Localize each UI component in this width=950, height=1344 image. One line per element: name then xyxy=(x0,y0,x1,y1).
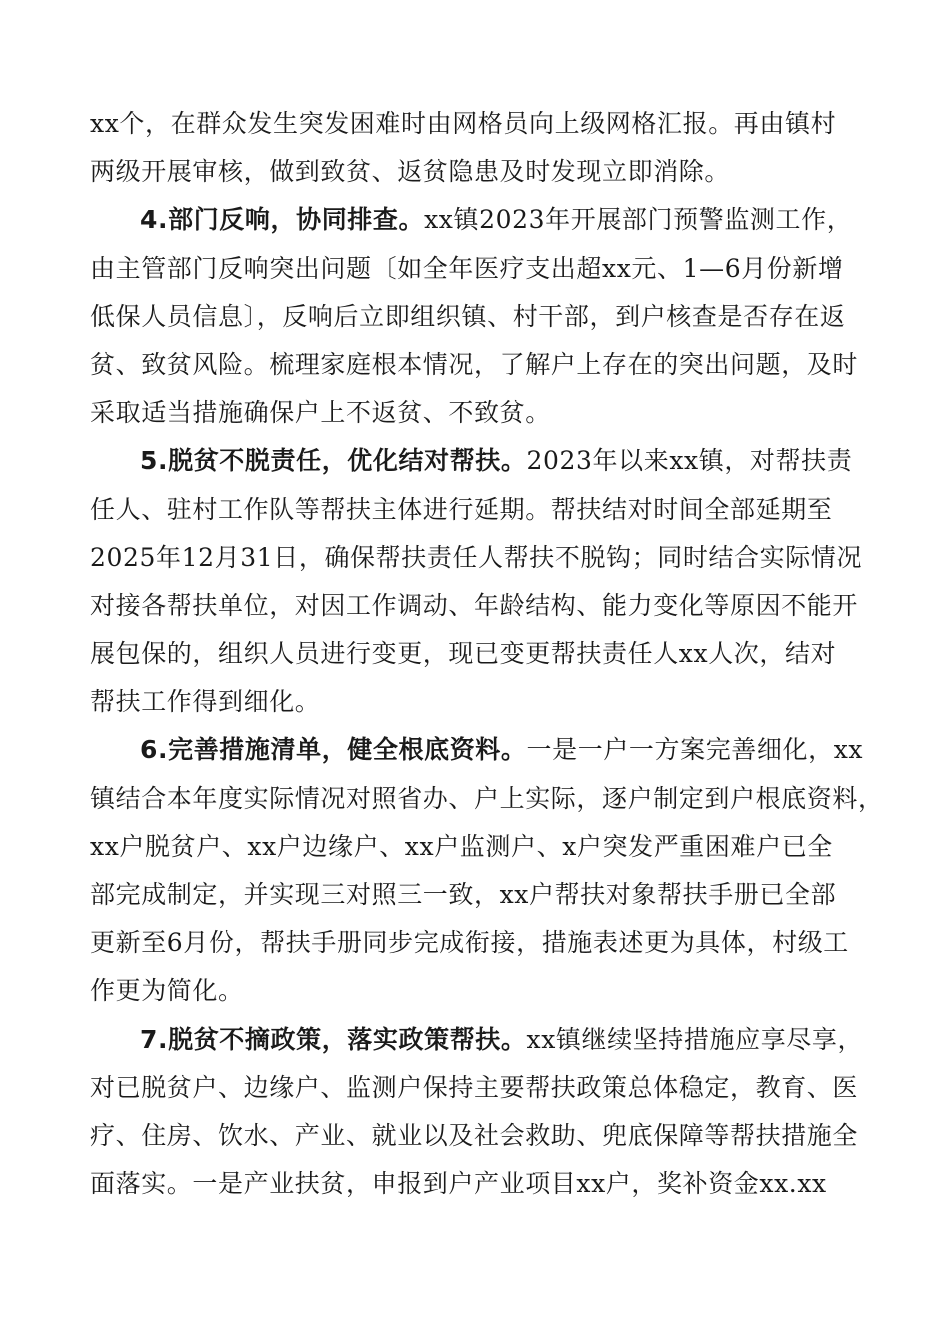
body-text-line: 贫、致贫风险。梳理家庭根本情况，了解户上存在的突出问题，及时 xyxy=(90,349,859,379)
body-text-line: 作更为简化。 xyxy=(90,976,244,1006)
section-5-first-text: 2023年以来xx镇，对帮扶责 xyxy=(526,446,853,476)
body-text-line: xx个，在群众发生突发困难时由网格员向上级网格汇报。再由镇村 xyxy=(90,109,837,138)
body-text-line: 对已脱贫户、边缘户、监测户保持主要帮扶政策总体稳定，教育、医 xyxy=(90,1072,859,1102)
body-text-line: 镇结合本年度实际情况对照省办、户上实际，逐户制定到户根底资料， xyxy=(90,783,884,813)
section-6-heading: 6.完善措施清单，健全根底资料。 xyxy=(140,735,527,765)
body-text-line: 更新至6月份，帮扶手册同步完成衔接，措施表述更为具体，村级工 xyxy=(90,928,849,958)
body-text-line: 采取适当措施确保户上不返贫、不致贫。 xyxy=(90,398,551,428)
section-4-first-line xyxy=(90,196,870,244)
body-text-line: 低保人员信息〕，反响后立即组织镇、村干部，到户核查是否存在返 xyxy=(90,301,846,331)
body-text-line: 两级开展审核，做到致贫、返贫隐患及时发现立即消除。 xyxy=(90,157,731,187)
document-body xyxy=(90,100,884,1208)
body-text-line: 面落实。一是产业扶贫，申报到户产业项目xx户，奖补资金xx.xx xyxy=(90,1169,827,1199)
body-text-line: 展包保的，组织人员进行变更，现已变更帮扶责任人xx人次，结对 xyxy=(90,639,837,669)
body-text-line: 任人、驻村工作队等帮扶主体进行延期。帮扶结对时间全部延期至 xyxy=(90,494,833,524)
body-text-line: 部完成制定，并实现三对照三一致，xx户帮扶对象帮扶手册已全部 xyxy=(90,880,837,909)
section-4-first-text: xx镇2023年开展部门预警监测工作， xyxy=(424,205,853,235)
body-text-line: xx户脱贫户、xx户边缘户、xx户监测户、x户突发严重困难户已全 xyxy=(90,831,833,861)
body-text-line: 由主管部门反响突出问题〔如全年医疗支出超xx元、1—6月份新增 xyxy=(90,253,844,283)
section-7-first-line xyxy=(90,1016,870,1064)
section-4-heading: 4.部门反响，协同排查。 xyxy=(140,205,425,235)
section-7-heading: 7.脱贫不摘政策，落实政策帮扶。 xyxy=(140,1024,527,1054)
body-text-line: 帮扶工作得到细化。 xyxy=(90,687,321,717)
section-5-first-line xyxy=(90,437,870,485)
section-7-first-text: xx镇继续坚持措施应享尽享， xyxy=(526,1024,864,1054)
body-text-line: 疗、住房、饮水、产业、就业以及社会救助、兜底保障等帮扶措施全 xyxy=(90,1120,859,1150)
section-6-first-line xyxy=(90,726,870,774)
section-5-heading: 5.脱贫不脱责任，优化结对帮扶。 xyxy=(140,446,527,476)
body-text-line: 对接各帮扶单位，对因工作调动、年龄结构、能力变化等原因不能开 xyxy=(90,590,859,620)
body-text-line: 2025年12月31日，确保帮扶责任人帮扶不脱钩；同时结合实际情况 xyxy=(90,542,863,572)
section-6-first-text: 一是一户一方案完善细化，xx xyxy=(526,735,864,765)
